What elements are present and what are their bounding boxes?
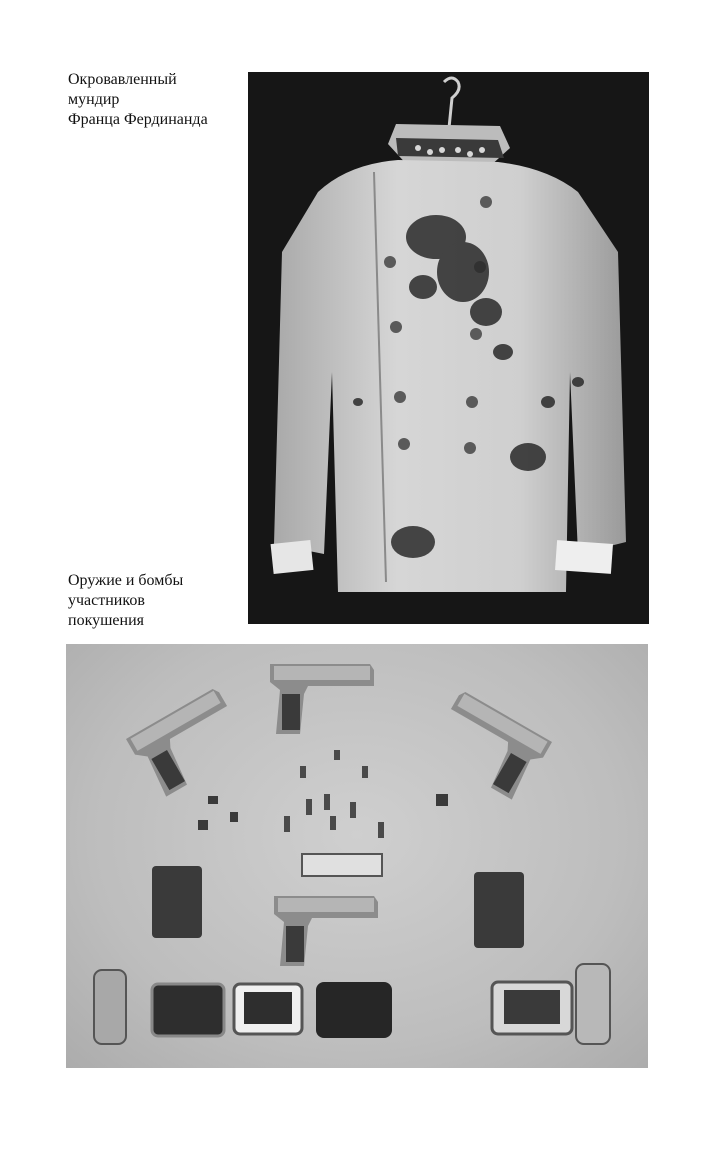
caption-uniform-line-1: Окровавленный [68, 71, 177, 88]
bomb-flat-right-icon [474, 872, 524, 948]
weapons-illustration [66, 644, 648, 1068]
pistol-top-icon [270, 664, 374, 734]
weapons-photo [66, 644, 648, 1068]
pistol-center-icon [274, 896, 378, 966]
pistol-right-icon [427, 690, 552, 803]
cartridges-icon [284, 750, 384, 838]
uniform-photo [248, 72, 649, 624]
caption-weapons-line-3: покушения [68, 612, 145, 629]
bomb-cylinder-right-icon [576, 964, 610, 1044]
uniform-illustration [248, 72, 649, 624]
bomb-box-1-icon [152, 984, 224, 1036]
caption-weapons-line-1: Оружие и бомбы [68, 572, 184, 589]
pistol-left-icon [126, 687, 251, 800]
bomb-box-3-icon [316, 982, 392, 1038]
bomb-flat-left-icon [152, 866, 202, 938]
caption-weapons [68, 571, 183, 631]
caption-uniform-line-2: мундир [68, 91, 120, 108]
caption-uniform-line-3: Франца Фердинанда [68, 111, 208, 128]
caption-uniform [68, 70, 208, 130]
magazine-icon [302, 854, 382, 876]
bomb-cylinder-left-icon [94, 970, 126, 1044]
caption-weapons-line-2: участников [68, 592, 145, 609]
